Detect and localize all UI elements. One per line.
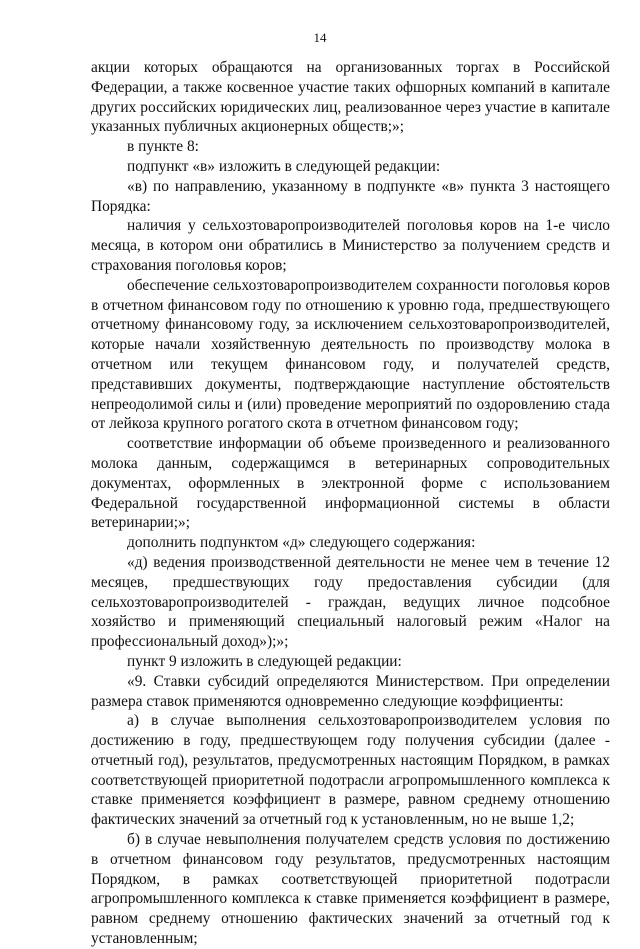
paragraph: соответствие информации об объеме произведенного и реализованного молока данным, содержащимся в ветеринарных сопроводительных документах, оформленных в электронной форме с использованием Федеральной государственной информационной системы в области ветеринарии;»; bbox=[91, 435, 610, 532]
paragraph: а) в случае выполнения сельхозтоваропроизводителем условия по достижению в году, предшествующем году получения субсидии (далее - отчетный год), результатов, предусмотренных настоящим Порядком, в рамках соответствующей приоритетной подотрасли агропромышленного комплекса к ставке применяется коэффициент в размере, равном среднему отношению фактических значений за отчетный год к установленным, но не выше 1,2; bbox=[91, 712, 610, 829]
paragraph: б) в случае невыполнения получателем средств условия по достижению в отчетном финансовом году результатов, предусмотренных настоящим Порядком, в рамках соответствующей приоритетной подотрасли агропромышленного комплекса к ставке применяется коэффициент в размере, равном среднему отношению фактических значений за отчетный год к установленным; bbox=[91, 831, 610, 948]
page-number: 14 bbox=[313, 30, 327, 45]
paragraph: акции которых обращаются на организованных торгах в Российской Федерации, а также косвенное участие таких офшорных компаний в капитале других российских юридических лиц, реализованное через участие в капитале указанных публичных акционерных обществ;»; bbox=[91, 59, 610, 136]
document-body bbox=[91, 58, 610, 949]
paragraph: «д) ведения производственной деятельности не менее чем в течение 12 месяцев, предшествующих году предоставления субсидии (для сельхозтоваропроизводителей - граждан, ведущих личное подсобное хозяйство и применяющий специальный налоговый режим «Налог на профессиональный доход»);»; bbox=[91, 553, 610, 651]
paragraph: наличия у сельхозтоваропроизводителей поголовья коров на 1-е число месяца, в котором они обратились в Министерство за получением средств и страхования поголовья коров; bbox=[91, 217, 610, 274]
paragraph: подпункт «в» изложить в следующей редакции: bbox=[127, 157, 441, 175]
paragraph: «в) по направлению, указанному в подпункте «в» пункта 3 настоящего Порядка: bbox=[91, 177, 610, 215]
paragraph: в пункте 8: bbox=[127, 138, 199, 156]
paragraph: дополнить подпунктом «д» следующего содержания: bbox=[127, 534, 476, 552]
paragraph: обеспечение сельхозтоваропроизводителем сохранности поголовья коров в отчетном финансовом году по отношению к уровню года, предшествующего отчетному финансовому году, за исключением сельхозтоваропроизводителей, которые начали хозяйственную деятельность по производству молока в отчетном или текущем финансовом году, и получателей средств, представивших документы, подтверждающие наступление обстоятельств непреодолимой силы и (или) проведение мероприятий по оздоровлению стада от лейкоза крупного рогатого скота в отчетном финансовом году; bbox=[91, 276, 610, 433]
paragraph: «9. Ставки субсидий определяются Министерством. При определении размера ставок применяются одновременно следующие коэффициенты: bbox=[91, 672, 610, 710]
paragraph: пункт 9 изложить в следующей редакции: bbox=[127, 652, 402, 670]
